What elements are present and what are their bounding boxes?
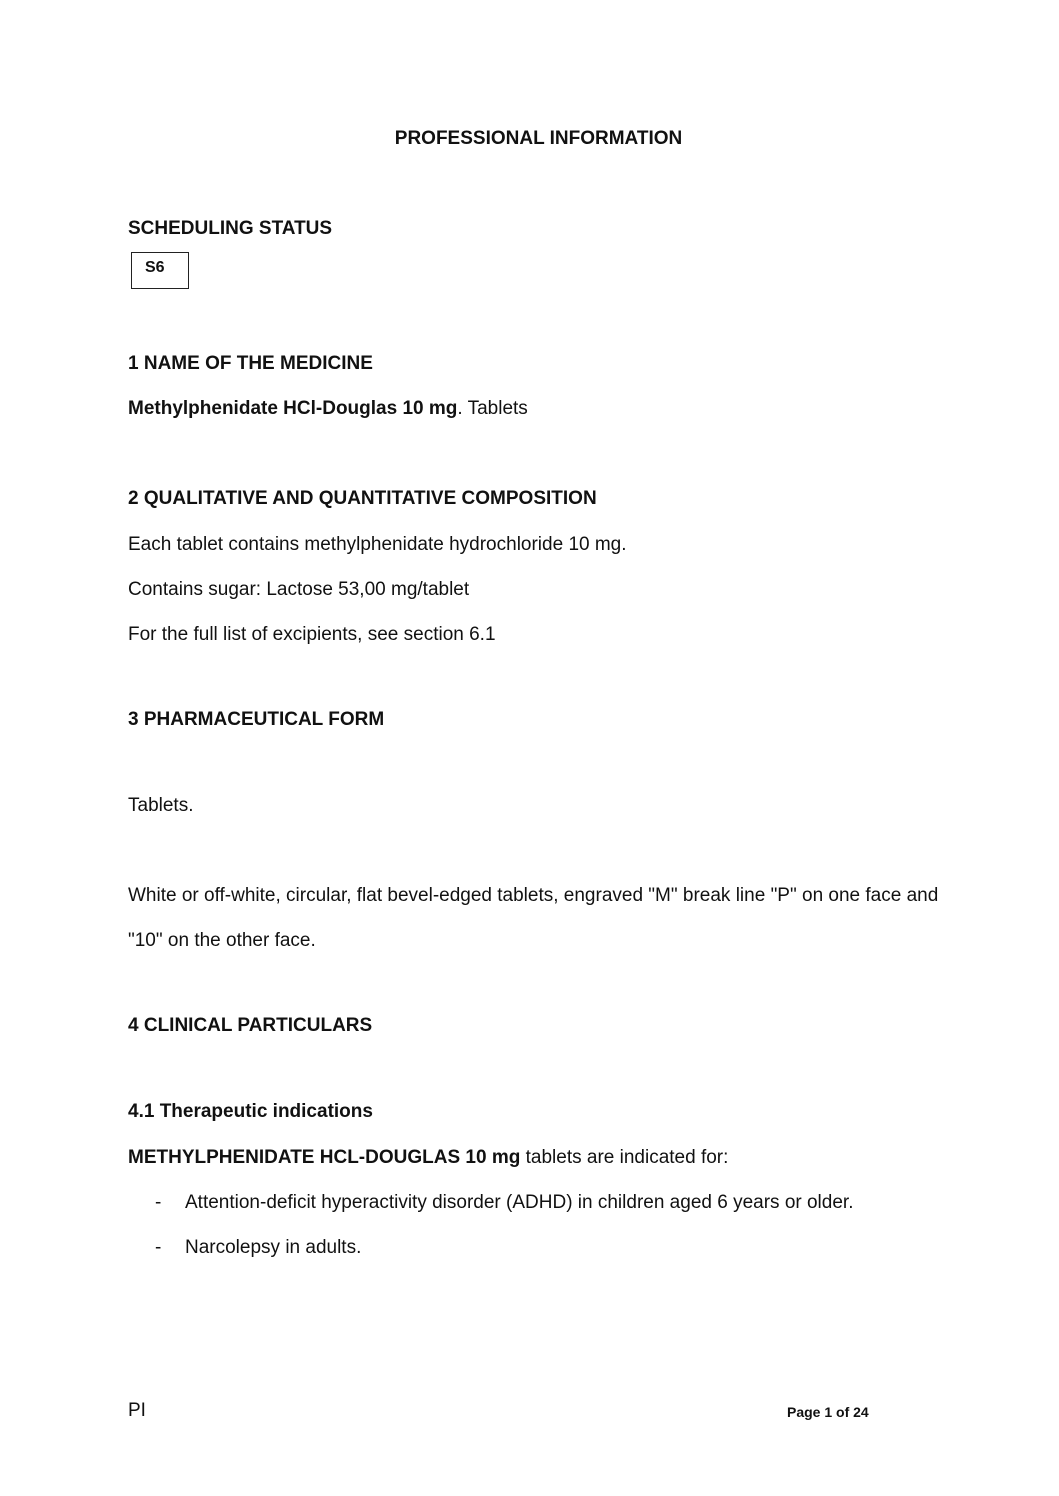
composition-line-2: Contains sugar: Lactose 53,00 mg/tablet [128, 579, 470, 600]
indication-narcolepsy: Narcolepsy in adults. [185, 1237, 362, 1258]
section-4-heading: 4 CLINICAL PARTICULARS [128, 1015, 373, 1036]
indication-adhd: Attention-deficit hyperactivity disorder (ADHD) in children aged 6 years or older. [185, 1192, 854, 1213]
scheduling-status-heading: SCHEDULING STATUS [128, 218, 333, 239]
indications-intro-rest: tablets are indicated for: [520, 1147, 729, 1168]
schedule-box [131, 252, 189, 289]
indications-product-name: METHYLPHENIDATE HCL-DOUGLAS 10 mg [128, 1147, 521, 1168]
section-3-heading: 3 PHARMACEUTICAL FORM [128, 709, 385, 730]
tablet-description-line-2: "10" on the other face. [128, 930, 316, 951]
composition-line-1: Each tablet contains methylphenidate hydrochloride 10 mg. [128, 534, 627, 555]
section-2-heading: 2 QUALITATIVE AND QUANTITATIVE COMPOSITION [128, 488, 597, 509]
medicine-form-suffix: . Tablets [457, 398, 528, 419]
page-title: PROFESSIONAL INFORMATION [394, 128, 683, 149]
section-1-heading: 1 NAME OF THE MEDICINE [128, 353, 373, 374]
composition-line-3: For the full list of excipients, see section 6.1 [128, 624, 496, 645]
footer-doc-code: PI [128, 1400, 146, 1421]
schedule-code: S6 [145, 259, 165, 276]
bullet-marker: - [155, 1192, 162, 1213]
footer-page-number: Page 1 of 24 [787, 1404, 869, 1420]
tablet-description-line-1: White or off-white, circular, flat bevel-edged tablets, engraved "M" break line "P" on one face and [128, 885, 939, 906]
medicine-name: Methylphenidate HCl-Douglas 10 mg [128, 398, 458, 419]
medicine-name-line [128, 398, 528, 420]
indications-intro [128, 1147, 728, 1169]
section-4-1-heading: 4.1 Therapeutic indications [128, 1101, 373, 1122]
bullet-marker: - [155, 1237, 162, 1258]
pharmaceutical-form: Tablets. [128, 795, 194, 816]
